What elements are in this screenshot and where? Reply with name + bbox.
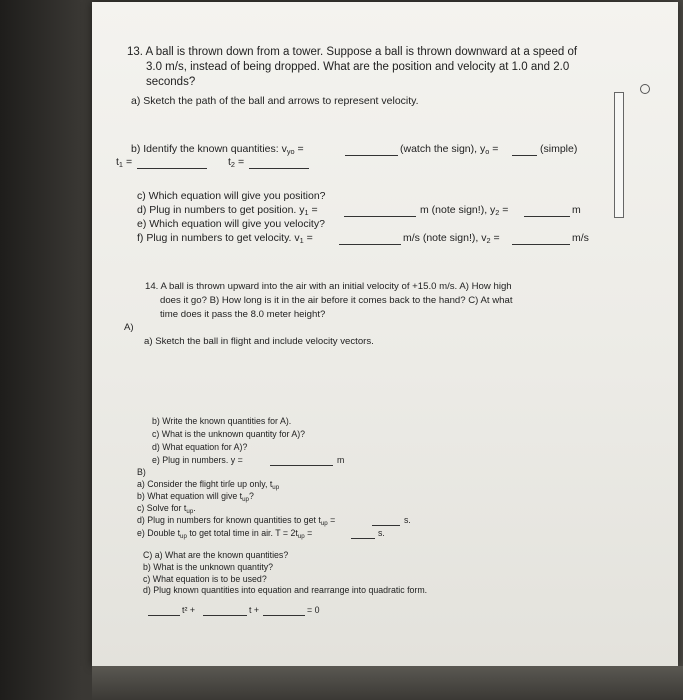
q14-B-c: c) Solve for $t_{up}$. <box>137 503 196 515</box>
q14-line3: time does it pass the 8.0 meter height? <box>160 309 326 320</box>
q13-line2: 3.0 m/s, instead of being dropped. What are the position and velocity at 1.0 and 2.0 <box>146 61 570 73</box>
q13-f-unit: m/s <box>572 232 589 244</box>
q14-e: e) Plug in numbers. y = <box>152 455 243 465</box>
q14-C-d: d) Plug known quantities into equation and rearrange into quadratic form. <box>143 585 428 595</box>
q14-line1: 14. A ball is thrown upward into the air with an initial velocity of +15.0 m/s. A) How high <box>145 281 512 292</box>
q14-B-e: e) Double $t_{up}$ to get total time in air. $T = 2t_{up}$ = <box>137 528 313 540</box>
binder-hole-icon <box>640 84 650 94</box>
q14-line2: does it go? B) How long is it in the air before it comes back to the hand? C) At what <box>160 295 513 306</box>
q13-d-mid: m (note sign!), $y_2$ = <box>420 204 509 217</box>
q14-part-B-label: B) <box>137 467 146 477</box>
q13-t1: $t_1$ = <box>116 156 133 169</box>
q13-b-watch: (watch the sign), $y_o$ = <box>400 143 499 156</box>
answer-blank-t2[interactable] <box>249 168 309 169</box>
q13-c: c) Which equation will give you position? <box>137 190 326 202</box>
q14-b: b) Write the known quantities for A). <box>152 416 292 426</box>
answer-blank-v2[interactable] <box>512 244 570 245</box>
quadratic-t-term: t + <box>249 605 260 615</box>
q14-a: a) Sketch the ball in flight and include velocity vectors. <box>144 336 374 347</box>
q13-a: a) Sketch the path of the ball and arrows to represent velocity. <box>131 95 419 107</box>
q13-d-unit: m <box>572 204 581 216</box>
q14-C-a: C) a) What are the known quantities? <box>143 550 289 560</box>
q13-line1: 13. A ball is thrown down from a tower. Suppose a ball is thrown downward at a speed of <box>127 46 578 58</box>
q14-B-a: a) Consider the flight tirſe up only, $t_{up}$ <box>137 479 280 491</box>
answer-blank-quad-a[interactable] <box>148 615 180 616</box>
table-surface <box>92 666 683 700</box>
q13-b-simple: (simple) <box>540 143 578 155</box>
q13-e: e) Which equation will give you velocity? <box>137 218 325 230</box>
q13-d: d) Plug in numbers to get position. $y_1$ = <box>137 204 318 217</box>
answer-blank-tup[interactable] <box>372 525 400 526</box>
q13-f: f) Plug in numbers to get velocity. $v_1$ = <box>137 232 313 245</box>
q14-B-e-unit: s. <box>378 528 385 538</box>
answer-blank-y0[interactable] <box>512 155 537 156</box>
q14-d: d) What equation for A)? <box>152 442 248 452</box>
q14-C-b: b) What is the unknown quantity? <box>143 562 274 572</box>
q14-B-d-unit: s. <box>404 515 411 525</box>
answer-blank-quad-c[interactable] <box>263 615 305 616</box>
q13-line3: seconds? <box>146 76 196 88</box>
answer-blank-quad-b[interactable] <box>203 615 247 616</box>
quadratic-t2-term: t² + <box>182 605 195 615</box>
quadratic-zero: = 0 <box>307 605 320 615</box>
q13-b: b) Identify the known quantities: $v_{yo}$ = <box>131 143 304 156</box>
answer-blank-t1[interactable] <box>137 168 207 169</box>
q13-f-mid: m/s (note sign!), $v_2$ = <box>403 232 500 245</box>
q14-c: c) What is the unknown quantity for A)? <box>152 429 306 439</box>
answer-blank-y1[interactable] <box>344 216 416 217</box>
q14-C-c: c) What equation is to be used? <box>143 574 267 584</box>
q13-t2: $t_2$ = <box>228 156 245 169</box>
answer-blank-total-time[interactable] <box>351 538 375 539</box>
q14-part-A-label: A) <box>124 322 134 333</box>
answer-blank-vy0[interactable] <box>345 155 398 156</box>
binder-ring-icon <box>614 92 624 218</box>
q14-e-unit: m <box>337 455 345 465</box>
answer-blank-y2[interactable] <box>524 216 570 217</box>
answer-blank-v1[interactable] <box>339 244 401 245</box>
answer-blank-height[interactable] <box>270 465 333 466</box>
q14-B-b: b) What equation will give $t_{up}$? <box>137 491 254 503</box>
q14-B-d: d) Plug in numbers for known quantities to get $t_{up}$ = <box>137 515 336 527</box>
